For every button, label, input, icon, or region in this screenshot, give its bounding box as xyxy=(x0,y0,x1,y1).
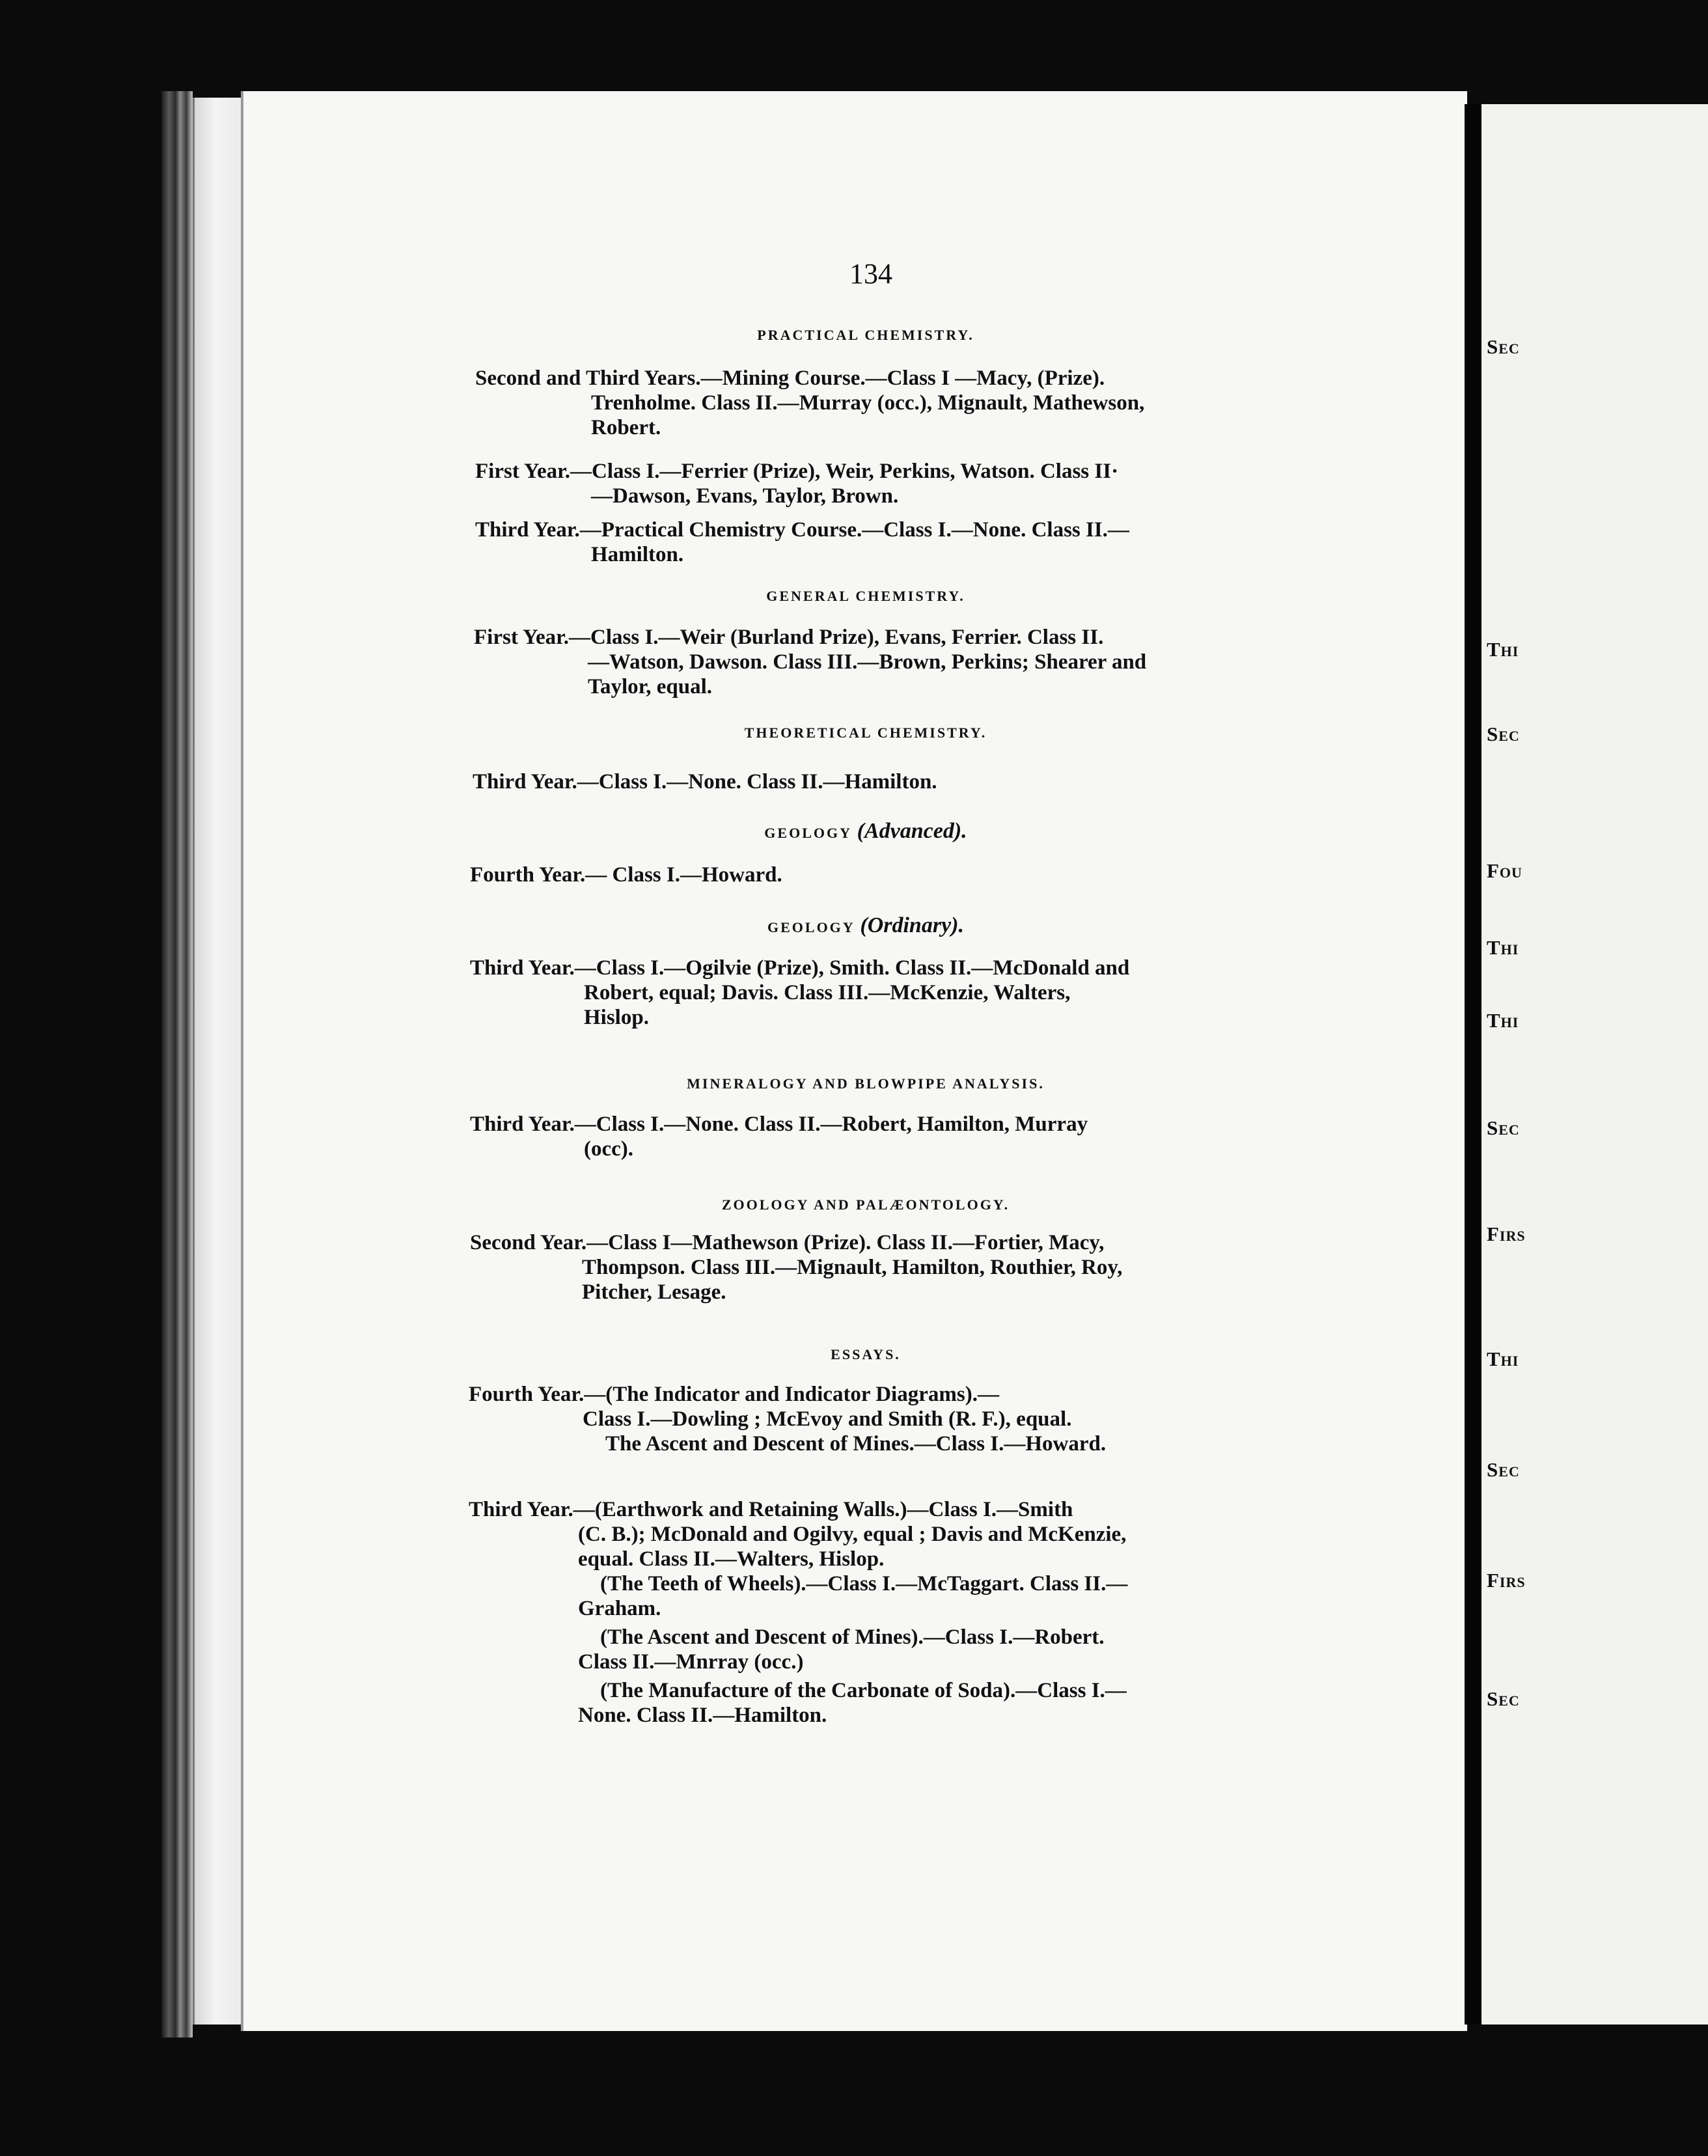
entry-line: (The Ascent and Descent of Mines).—Class I.—Robert. xyxy=(600,1625,1105,1649)
section-heading: ZOOLOGY AND PALÆONTOLOGY. xyxy=(721,1196,1010,1213)
entry-line: Robert. xyxy=(591,416,661,439)
entry-line: (The Manufacture of the Carbonate of Soda).—Class I.— xyxy=(600,1679,1127,1702)
entry-line: Third Year.—Class I.—Ogilvie (Prize), Smith. Class II.—McDonald and xyxy=(470,956,1130,980)
entry-line: (C. B.); McDonald and Ogilvy, equal ; Davis and McKenzie, xyxy=(578,1523,1127,1546)
right-page-fragment: Sec xyxy=(1487,1458,1520,1481)
entry-block xyxy=(475,518,1129,567)
right-page-fragment: Fou xyxy=(1487,859,1522,882)
entry-block xyxy=(470,1230,1122,1305)
right-page-fragment: Sec xyxy=(1487,1116,1520,1139)
entry-line: Trenholme. Class II.—Murray (occ.), Mignault, Mathewson, xyxy=(591,391,1145,415)
entry-line: Second Year.—Class I—Mathewson (Prize). Class II.—Fortier, Macy, xyxy=(470,1231,1105,1254)
entry-line: —Dawson, Evans, Taylor, Brown. xyxy=(591,484,899,508)
entry-line: Second and Third Years.—Mining Course.—Class I —Macy, (Prize). xyxy=(475,366,1105,390)
entry-block xyxy=(475,459,1118,508)
right-page-fragment: Firs xyxy=(1487,1223,1526,1245)
entry-block xyxy=(473,769,937,794)
entry-line: equal. Class II.—Walters, Hislop. xyxy=(578,1547,885,1571)
entry-block xyxy=(469,1497,1127,1728)
section-heading: ESSAYS. xyxy=(831,1346,901,1362)
entry-line: Hamilton. xyxy=(591,543,684,566)
entry-line: Third Year.—Practical Chemistry Course.—Class I.—None. Class II.— xyxy=(475,518,1129,542)
section-heading: MINERALOGY AND BLOWPIPE ANALYSIS. xyxy=(687,1075,1045,1092)
right-page-fragment: Firs xyxy=(1487,1569,1526,1592)
right-page-fragment: Thi xyxy=(1487,1009,1519,1032)
entry-line: (occ). xyxy=(584,1137,634,1161)
right-page-fragment: Thi xyxy=(1487,1348,1519,1370)
entry-line: (The Teeth of Wheels).—Class I.—McTaggart. Class II.— xyxy=(600,1572,1128,1596)
entry-block xyxy=(474,625,1146,699)
section-heading: GENERAL CHEMISTRY. xyxy=(766,588,965,604)
right-page xyxy=(1481,104,1708,2025)
entry-line: Third Year.—Class I.—None. Class II.—Hamilton. xyxy=(473,770,937,794)
entry-block xyxy=(470,1112,1088,1161)
right-page-fragment: Sec xyxy=(1487,723,1520,745)
heading-text: GEOLOGY xyxy=(767,919,855,935)
right-page-fragment: Thi xyxy=(1487,638,1519,661)
entry-line: Pitcher, Lesage. xyxy=(582,1280,726,1304)
book-spine xyxy=(161,91,193,2038)
heading-qualifier: (Ordinary). xyxy=(860,913,964,937)
entry-line: Hislop. xyxy=(584,1006,649,1029)
entry-line: —Watson, Dawson. Class III.—Brown, Perkins; Shearer and xyxy=(588,650,1147,674)
entry-line: Fourth Year.— Class I.—Howard. xyxy=(470,863,782,887)
entry-block xyxy=(475,366,1144,440)
page-edges xyxy=(193,98,247,2025)
entry-line: Graham. xyxy=(578,1597,661,1620)
right-page-fragment: Sec xyxy=(1487,1687,1520,1710)
entry-line: First Year.—Class I.—Ferrier (Prize), Weir, Perkins, Watson. Class II· xyxy=(475,460,1119,483)
heading-qualifier: (Advanced). xyxy=(857,819,967,843)
entry-block xyxy=(470,863,782,887)
entry-line: Third Year.—(Earthwork and Retaining Walls.)—Class I.—Smith xyxy=(469,1498,1073,1521)
section-heading: PRACTICAL CHEMISTRY. xyxy=(757,327,974,343)
entry-line: Taylor, equal. xyxy=(588,675,713,698)
right-page-fragment: Thi xyxy=(1487,936,1519,959)
entry-block xyxy=(469,1382,1106,1456)
entry-line: Class I.—Dowling ; McEvoy and Smith (R. F.), equal. xyxy=(583,1407,1072,1431)
section-heading xyxy=(469,819,1263,844)
entry-line: None. Class II.—Hamilton. xyxy=(578,1704,827,1727)
entry-line: Robert, equal; Davis. Class III.—McKenzie, Walters, xyxy=(584,981,1071,1004)
entry-line: Third Year.—Class I.—None. Class II.—Robert, Hamilton, Murray xyxy=(470,1113,1088,1136)
entry-line: The Ascent and Descent of Mines.—Class I.—Howard. xyxy=(605,1432,1107,1456)
section-heading: THEORETICAL CHEMISTRY. xyxy=(744,725,987,741)
entry-block xyxy=(470,956,1129,1030)
heading-text: GEOLOGY xyxy=(764,825,852,841)
page-number: 134 xyxy=(849,258,892,290)
entry-line: Fourth Year.—(The Indicator and Indicator Diagrams).— xyxy=(469,1383,999,1406)
entry-line: First Year.—Class I.—Weir (Burland Prize), Evans, Ferrier. Class II. xyxy=(474,626,1104,649)
gutter xyxy=(1465,104,1481,2025)
right-page-fragment: Sec xyxy=(1487,335,1520,358)
section-heading xyxy=(469,913,1263,938)
entry-line: Thompson. Class III.—Mignault, Hamilton, Routhier, Roy, xyxy=(582,1256,1123,1279)
entry-line: Class II.—Mnrray (occ.) xyxy=(578,1650,804,1674)
